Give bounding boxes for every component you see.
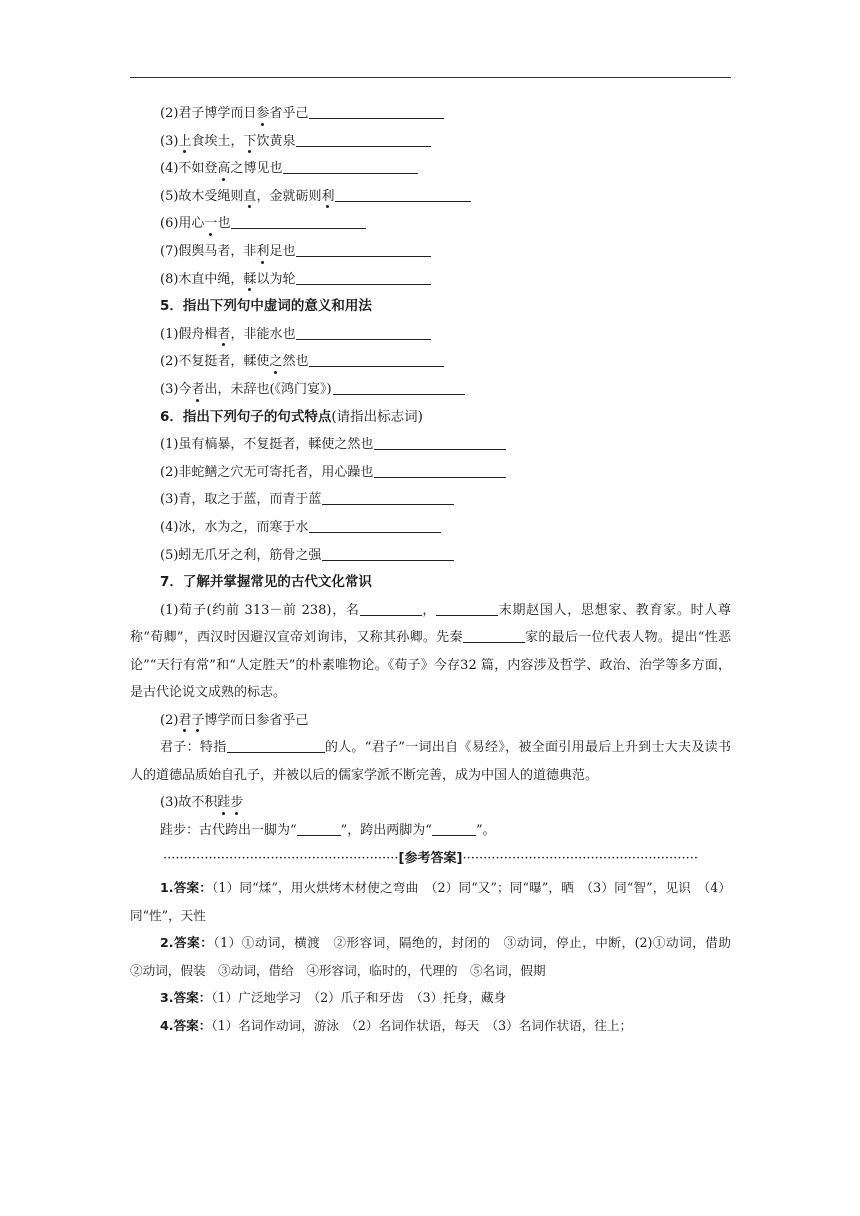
- emphasis-char: 者: [217, 321, 230, 349]
- emphasis-char: 下: [243, 128, 256, 156]
- q6-item-5: (5)蚓无爪牙之利，筋骨之强: [130, 542, 731, 570]
- answer-blank[interactable]: [436, 601, 498, 616]
- q4-item-2: (2)君子博学而日参省乎己: [130, 100, 731, 128]
- emphasis-char: 参: [256, 100, 269, 128]
- q4-item-3: (3)上食埃土，下饮黄泉: [130, 128, 731, 156]
- answer-blank[interactable]: [296, 323, 431, 340]
- answer-blank[interactable]: [360, 601, 422, 616]
- emphasis-char: 輮: [243, 266, 256, 294]
- q7-paragraph-1: (1)荀子(约前 313－前 238)，名 ， 末期赵国人，思想家、教育家。时人尊称“荀卿”，西汉时因避汉宣帝刘询讳，又称其孙卿。先秦 家的最后一位代表人物。提出“性恶论”“天行有常”和“人定胜天”的朴素唯物论。《荀子》今存32 篇，内容涉及哲学、政治、治学等多方面，是古代论说文成熟的标志。: [130, 602, 731, 701]
- answer-blank[interactable]: [374, 461, 506, 478]
- emphasis-char: 利: [256, 238, 269, 266]
- q4-item-8: (8)木直中绳，輮以为轮: [130, 266, 731, 294]
- answer-section-label: [参考答案]: [398, 851, 463, 867]
- answer-blank[interactable]: [309, 516, 441, 533]
- emphasis-char: 利: [321, 183, 334, 211]
- q4-item-6: (6)用心一也: [130, 210, 731, 238]
- answer-blank[interactable]: [432, 821, 476, 836]
- emphasis-char: 君: [178, 707, 191, 735]
- answer-blank[interactable]: [296, 240, 431, 257]
- q4-item-4: (4)不如登高之博见也: [130, 155, 731, 183]
- q7-heading: 7．了解并掌握常见的古代文化常识: [160, 574, 372, 591]
- answer-1: 1.答案：（1）同“煣”，用火烘烤木材使之弯曲 （2）同“又”；同“曝”，晒 （3）同“智”，见识 （4）同“性”，天性: [130, 880, 731, 923]
- answer-blank[interactable]: [231, 212, 366, 229]
- q4-item-5: (5)故木受绳则直，金就砺则利: [130, 183, 731, 211]
- answer-4: 4.答案：（1）名词作动词，游泳 （2）名词作状语，每天 （3）名词作状语，往上；: [160, 1017, 633, 1033]
- q7-item-3: (3)故不积跬步: [130, 789, 731, 817]
- answer-blank[interactable]: [322, 544, 454, 561]
- emphasis-char: 跬: [217, 789, 230, 817]
- answer-blank[interactable]: [309, 350, 444, 367]
- answer-blank[interactable]: [463, 628, 525, 643]
- q6-item-3: (3)青，取之于蓝，而青于蓝: [130, 486, 731, 514]
- q6-item-2: (2)非蛇鳝之穴无可寄托者，用心躁也: [130, 459, 731, 487]
- answer-blank[interactable]: [374, 433, 506, 450]
- answer-blank[interactable]: [227, 738, 325, 753]
- answer-blank[interactable]: [333, 378, 465, 395]
- q5-heading: 5．指出下列句中虚词的意义和用法: [160, 298, 372, 315]
- answer-3: 3.答案：（1）广泛地学习 （2）爪子和牙齿 （3）托身，藏身: [160, 990, 507, 1006]
- answer-blank[interactable]: [322, 488, 454, 505]
- q6-item-1: (1)虽有槁暴，不复挺者，輮使之然也: [130, 431, 731, 459]
- answer-divider: ·························································[参考答案]·························································: [163, 851, 698, 867]
- q4-item-7: (7)假舆马者，非利足也: [130, 238, 731, 266]
- answer-blank[interactable]: [283, 157, 418, 174]
- q5-item-3: (3)今者出，未辞也(《鸿门宴》): [130, 376, 731, 404]
- answer-blank[interactable]: [335, 185, 471, 202]
- q5-item-2: (2)不复挺者，輮使之然也: [130, 348, 731, 376]
- q6-heading: 6．指出下列句子的句式特点(请指出标志词): [160, 408, 423, 425]
- answer-2: 2.答案：（1）①动词，横渡 ②形容词，隔绝的，封闭的 ③动词，停止，中断，(2)①动词，借助 ②动词，假装 ③动词，借给 ④形容词，临时的，代理的 ⑤名词，假期: [130, 935, 744, 978]
- emphasis-char: 子: [191, 707, 204, 735]
- emphasis-char: 一: [204, 210, 217, 238]
- emphasis-char: 步: [230, 789, 243, 817]
- header-rule: [130, 77, 731, 78]
- emphasis-char: 上: [178, 128, 191, 156]
- answer-blank[interactable]: [296, 130, 431, 147]
- q7-paragraph-2: 君子：特指 的人。“君子”一词出自《易经》，被全面引用最后上升到士大夫及读书人的道德品质始自孔子，并被以后的儒家学派不断完善，成为中国人的道德典范。: [130, 740, 731, 783]
- q5-item-1: (1)假舟楫者，非能水也: [130, 321, 731, 349]
- emphasis-char: 者: [191, 376, 204, 404]
- q7-item-2: (2)君子博学而日参省乎己: [130, 707, 731, 735]
- q7-paragraph-3: 跬步：古代跨出一脚为“ ”，跨出两脚为“ ”。: [160, 822, 496, 838]
- emphasis-char: 之: [269, 348, 282, 376]
- q6-item-4: (4)冰，水为之，而寒于水: [130, 514, 731, 542]
- document-body: [130, 100, 744, 1039]
- answer-blank[interactable]: [309, 102, 444, 119]
- answer-blank[interactable]: [297, 821, 341, 836]
- emphasis-char: 直: [243, 183, 256, 211]
- answer-blank[interactable]: [296, 268, 431, 285]
- emphasis-char: 高: [217, 155, 230, 183]
